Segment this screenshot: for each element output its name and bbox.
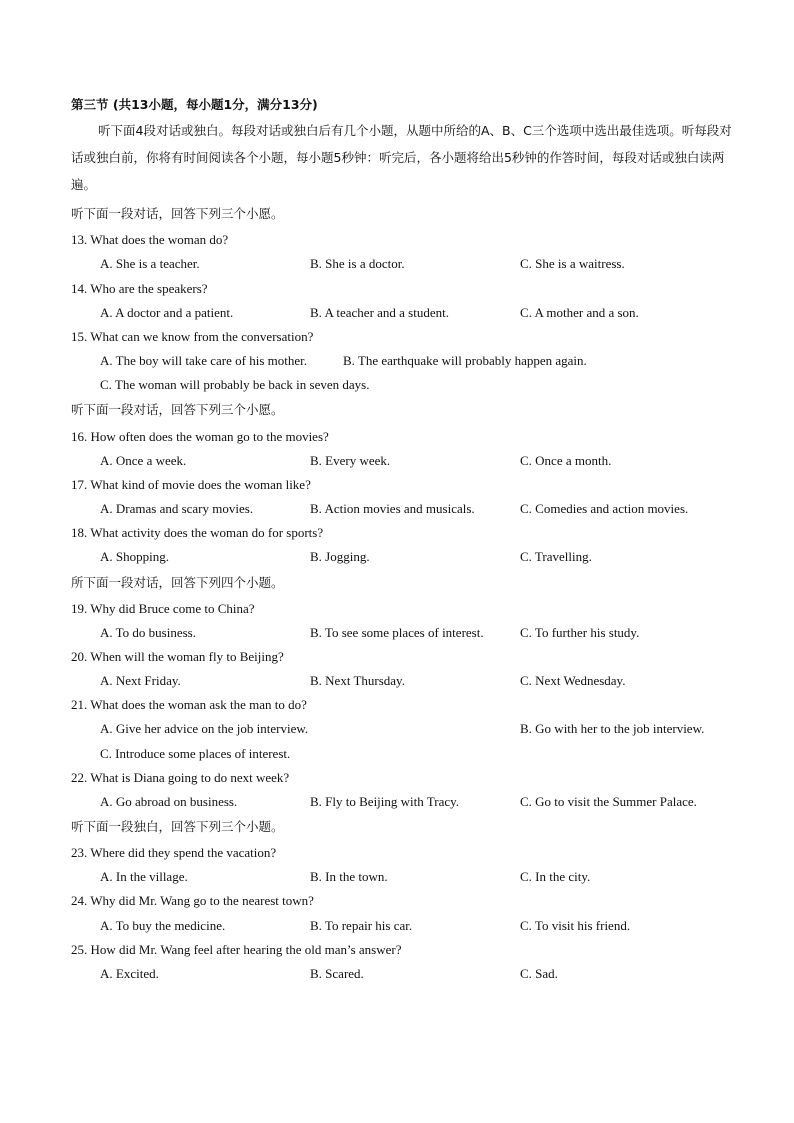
question-15: 15. What can we know from the conversation? (71, 329, 314, 344)
q15-option-a: A. The boy will take care of his mother. (100, 353, 307, 368)
q18-option-a: A. Shopping. (100, 549, 169, 564)
q15-option-c: C. The woman will probably be back in seven days. (100, 377, 370, 392)
group-header: 所下面一段对话，回答下列四个小题。 (71, 575, 284, 590)
question-23: 23. Where did they spend the vacation? (71, 845, 277, 860)
q13-option-b: B. She is a doctor. (310, 256, 405, 271)
q25-option-b: B. Scared. (310, 966, 364, 981)
q21-option-a: A. Give her advice on the job interview. (100, 721, 309, 736)
q14-option-a: A. A doctor and a patient. (100, 305, 234, 320)
question-25: 25. How did Mr. Wang feel after hearing the old man’s answer? (71, 942, 402, 957)
q16-option-b: B. Every week. (310, 453, 391, 468)
q22-option-a: A. Go abroad on business. (100, 794, 238, 809)
question-14: 14. Who are the speakers? (71, 281, 208, 296)
q14-option-c: C. A mother and a son. (520, 305, 639, 320)
q23-option-c: C. In the city. (520, 869, 591, 884)
question-16: 16. How often does the woman go to the movies? (71, 429, 329, 444)
group-header: 听下面一段对话，回答下列三个小愿。 (71, 402, 284, 417)
question-13: 13. What does the woman do? (71, 232, 229, 247)
q19-option-c: C. To further his study. (520, 625, 640, 640)
q23-option-a: A. In the village. (100, 869, 188, 884)
question-19: 19. Why did Bruce come to China? (71, 601, 255, 616)
group-header: 听下面一段独白，回答下列三个小题。 (71, 819, 284, 834)
q20-option-b: B. Next Thursday. (310, 673, 405, 688)
q17-option-b: B. Action movies and musicals. (310, 501, 475, 516)
group-header: 听下面一段对话，回答下列三个小愿。 (71, 206, 284, 221)
q25-option-c: C. Sad. (520, 966, 558, 981)
q16-option-c: C. Once a month. (520, 453, 612, 468)
q23-option-b: B. In the town. (310, 869, 388, 884)
q17-option-c: C. Comedies and action movies. (520, 501, 689, 516)
q20-option-c: C. Next Wednesday. (520, 673, 626, 688)
q25-option-a: A. Excited. (100, 966, 159, 981)
section-title: 第三节 (共13小题，每小题1分，满分13分) (71, 97, 318, 112)
q15-option-b: B. The earthquake will probably happen again. (343, 353, 587, 368)
q24-option-a: A. To buy the medicine. (100, 918, 226, 933)
q22-option-c: C. Go to visit the Summer Palace. (520, 794, 697, 809)
question-18: 18. What activity does the woman do for sports? (71, 525, 324, 540)
q16-option-a: A. Once a week. (100, 453, 187, 468)
q19-option-a: A. To do business. (100, 625, 196, 640)
question-24: 24. Why did Mr. Wang go to the nearest town? (71, 893, 314, 908)
q20-option-a: A. Next Friday. (100, 673, 181, 688)
q24-option-b: B. To repair his car. (310, 918, 413, 933)
section-instructions: 听下面4段对话或独白。每段对话或独白后有几个小题，从题中所给的A、B、C三个选项中选出最佳选项。听每段对话或独白前，你将有时间阅读各个小题，每小题5秒钟：听完后，各小题将给出5秒钟的作答时间，每段对话或独白读两遍。 (71, 123, 732, 192)
q24-option-c: C. To visit his friend. (520, 918, 631, 933)
q21-option-c: C. Introduce some places of interest. (100, 746, 291, 761)
q13-option-c: C. She is a waitress. (520, 256, 625, 271)
q21-option-b: B. Go with her to the job interview. (520, 721, 705, 736)
q14-option-b: B. A teacher and a student. (310, 305, 449, 320)
question-20: 20. When will the woman fly to Beijing? (71, 649, 284, 664)
question-22: 22. What is Diana going to do next week? (71, 770, 290, 785)
q22-option-b: B. Fly to Beijing with Tracy. (310, 794, 460, 809)
question-17: 17. What kind of movie does the woman like? (71, 477, 311, 492)
q18-option-c: C. Travelling. (520, 549, 592, 564)
question-21: 21. What does the woman ask the man to do? (71, 697, 307, 712)
q19-option-b: B. To see some places of interest. (310, 625, 484, 640)
q17-option-a: A. Dramas and scary movies. (100, 501, 254, 516)
q18-option-b: B. Jogging. (310, 549, 370, 564)
q13-option-a: A. She is a teacher. (100, 256, 200, 271)
